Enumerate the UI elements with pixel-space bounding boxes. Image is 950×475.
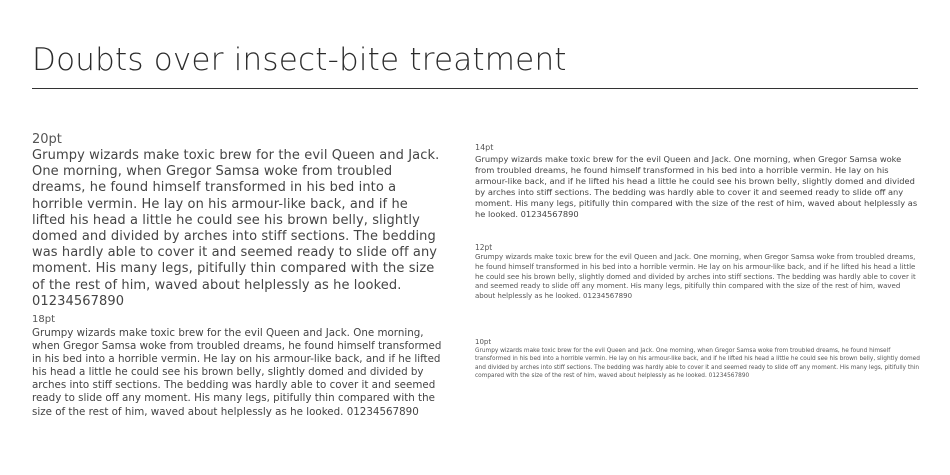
sample-text-20pt: Grumpy wizards make toxic brew for the evil Queen and Jack. One morning, when Gregor Samsa woke from troubled dreams, he found himself transformed in his bed into a horrible vermin. He lay on his armour-like back, and if he lifted his head a little he could see his brown belly, slightly domed and divided by arches into stiff sections. The bedding was hardly able to cover it and seemed ready to slide off any moment. His many legs, pitifully thin compared with the size of the rest of him, waved about helplessly as he looked. 01234567890 (32, 148, 440, 309)
sample-text-18pt: Grumpy wizards make toxic brew for the evil Queen and Jack. One morning, when Gregor Samsa woke from troubled dreams, he found himself transformed in his bed into a horrible vermin. He lay on his armour-like back, and if he lifted his head a little he could see his brown belly, slightly domed and divided by arches into stiff sections. The bedding was hardly able to cover it and seemed ready to slide off any moment. His many legs, pitifully thin compared with the size of the rest of him, waved about helplessly as he looked. 01234567890 (32, 327, 442, 418)
sample-10pt (475, 337, 920, 380)
sample-text-14pt: Grumpy wizards make toxic brew for the evil Queen and Jack. One morning, when Gregor Samsa woke from troubled dreams, he found himself transformed in his bed into a horrible vermin. He lay on his armour-like back, and if he lifted his head a little he could see his brown belly, slightly domed and divided by arches into stiff sections. The bedding was hardly able to cover it and seemed ready to slide off any moment. His many legs, pitifully thin compared with the size of the rest of him, waved about helplessly as he looked. 01234567890 (475, 154, 918, 219)
sample-20pt (32, 131, 444, 310)
size-label-18pt: 18pt (32, 314, 55, 325)
size-label-12pt: 12pt (475, 243, 493, 252)
sample-18pt (32, 313, 444, 419)
size-label-14pt: 14pt (475, 143, 494, 152)
sample-12pt (475, 242, 920, 302)
sample-text-12pt: Grumpy wizards make toxic brew for the evil Queen and Jack. One morning, when Gregor Samsa woke from troubled dreams, he found himself transformed in his bed into a horrible vermin. He lay on his armour-like back, and if he lifted his head a little he could see his brown belly, slightly domed and divided by arches into stiff sections. The bedding was hardly able to cover it and seemed ready to slide off any moment. His many legs, pitifully thin compared with the size of the rest of him, waved about helplessly as he looked. 01234567890 (475, 253, 916, 301)
sample-text-10pt: Grumpy wizards make toxic brew for the evil Queen and Jack. One morning, when Gregor Samsa woke from troubled dreams, he found himself transformed in his bed into a horrible vermin. He lay on his armour-like back, and if he lifted his head a little he could see his brown belly, slightly domed and divided by arches into stiff sections. The bedding was hardly able to cover it and seemed ready to slide off any moment. His many legs, pitifully thin compared with the size of the rest of him, waved about helplessly as he looked. 01234567890 (475, 348, 920, 379)
sample-14pt (475, 142, 920, 220)
size-label-10pt: 10pt (475, 338, 492, 346)
page-title: Doubts over insect-bite treatment (32, 42, 567, 78)
title-divider (32, 88, 918, 89)
size-label-20pt: 20pt (32, 132, 62, 147)
